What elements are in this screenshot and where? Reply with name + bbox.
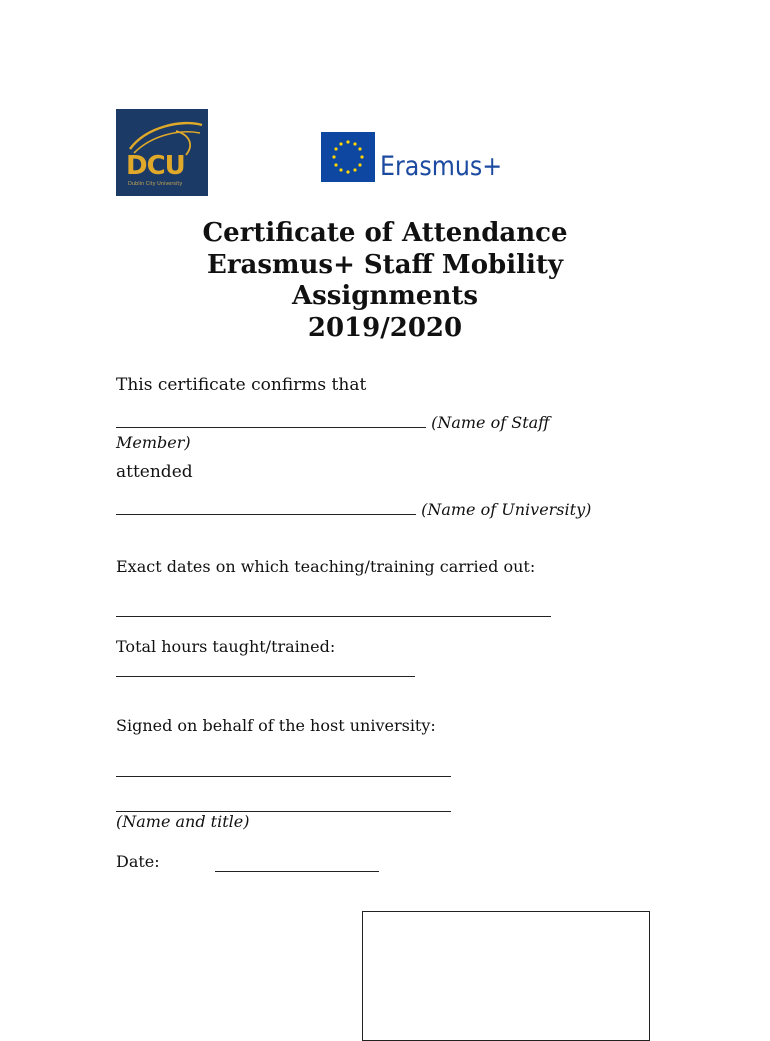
name-title-hint: (Name and title) xyxy=(116,812,250,831)
university-hint: (Name of University) xyxy=(421,500,592,519)
university-name-field[interactable] xyxy=(116,514,416,515)
dates-field[interactable] xyxy=(116,616,551,617)
title-line-1: Certificate of Attendance xyxy=(202,218,568,248)
signed-label: Signed on behalf of the host university: xyxy=(116,716,436,735)
dates-label: Exact dates on which teaching/training carried out: xyxy=(116,557,536,576)
staff-name-hint: (Name of Staff xyxy=(431,413,550,432)
signature-field[interactable] xyxy=(116,776,451,777)
dcu-logo-text: DCU xyxy=(126,151,185,181)
hours-field[interactable] xyxy=(116,676,415,677)
stamp-box xyxy=(362,911,650,1041)
date-field[interactable] xyxy=(215,871,379,872)
erasmus-logo-text: Erasmus+ xyxy=(380,151,503,182)
hours-label: Total hours taught/trained: xyxy=(116,637,336,656)
attended-text: attended xyxy=(116,462,193,482)
title-line-3: Assignments xyxy=(291,281,478,311)
dcu-logo xyxy=(116,109,208,196)
staff-name-row xyxy=(116,413,550,433)
eu-flag-icon xyxy=(321,132,375,182)
confirms-text: This certificate confirms that xyxy=(116,375,367,395)
dcu-logo-subtitle: Dublin City University xyxy=(128,181,183,187)
staff-name-hint-continued: Member) xyxy=(116,433,191,452)
title-line-2: Erasmus+ Staff Mobility xyxy=(207,249,563,280)
eu-stars-icon xyxy=(321,132,375,182)
staff-name-field[interactable] xyxy=(116,427,426,428)
certificate-title xyxy=(116,218,654,344)
date-label: Date: xyxy=(116,852,160,871)
university-row xyxy=(116,500,591,520)
title-line-4: 2019/2020 xyxy=(307,312,463,343)
